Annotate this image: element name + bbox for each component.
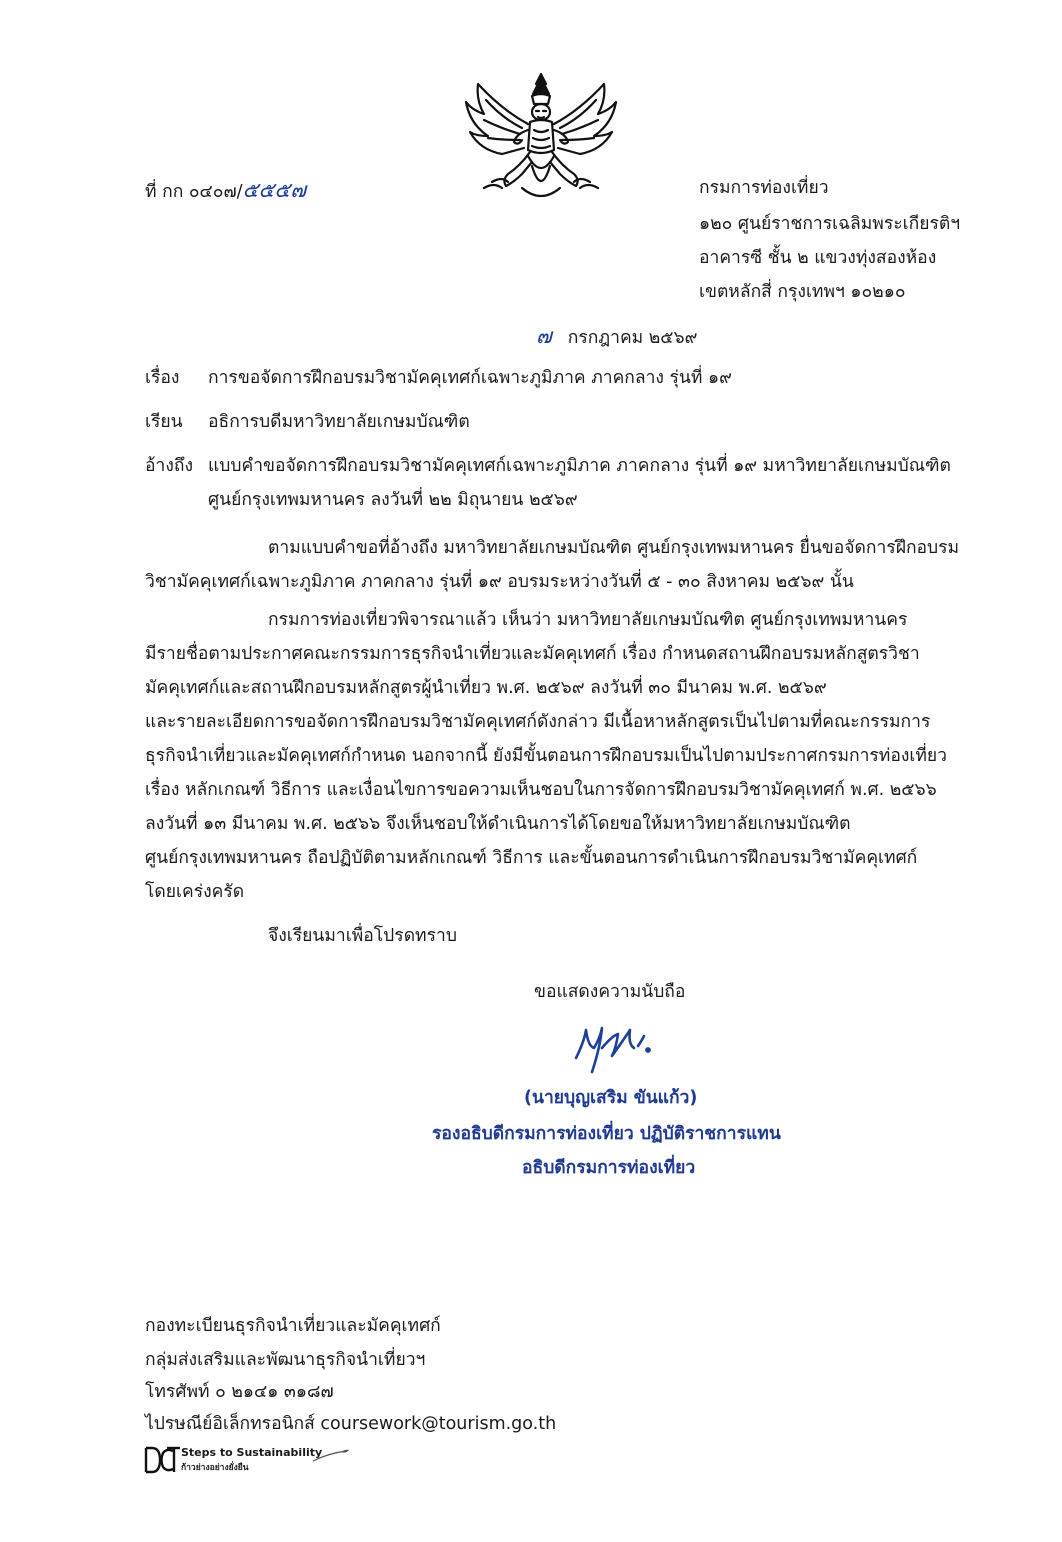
recipient-label: เรียน [145, 412, 183, 432]
address-line-2: ๑๒๐ ศูนย์ราชการเฉลิมพระเกียรติฯ [699, 214, 961, 234]
address-line-4: เขตหลักสี่ กรุงเทพฯ ๑๐๒๑๐ [699, 282, 906, 302]
ref-handwritten-number: ๕๕๕๗ [242, 178, 306, 202]
garuda-emblem-icon [462, 70, 620, 208]
logo-tagline-en: Steps to Sustainability [181, 1446, 323, 1459]
signatory-name: (นายบุญเสริม ขันแก้ว) [524, 1088, 698, 1108]
subject-text: การขอจัดการฝึกอบรมวิชามัคคุเทศก์เฉพาะภูมิภาค ภาคกลาง รุ่นที่ ๑๙ [208, 368, 732, 388]
document-ref [145, 180, 306, 202]
footer-phone: โทรศัพท์ ๐ ๒๑๔๑ ๓๑๘๗ [145, 1382, 334, 1402]
dot-logo-mark-icon [143, 1445, 181, 1475]
date-month-year: กรกฎาคม ๒๕๖๙ [567, 328, 698, 348]
reference-line-1: แบบคำขอจัดการฝึกอบรมวิชามัคคุเทศก์เฉพาะภูมิภาค ภาคกลาง รุ่นที่ ๑๙ มหาวิทยาลัยเกษมบัณฑิต [208, 456, 951, 476]
footer-email: ไปรษณีย์อิเล็กทรอนิกส์ coursework@tourism.go.th [145, 1414, 557, 1434]
para1-line: ตามแบบคำขอที่อ้างถึง มหาวิทยาลัยเกษมบัณฑิต ศูนย์กรุงเทพมหานคร ยื่นขอจัดการฝึกอบรม [268, 538, 960, 558]
para2-line: ศูนย์กรุงเทพมหานคร ถือปฏิบัติตามหลักเกณฑ์ วิธีการ และขั้นตอนการดำเนินการฝึกอบรมวิชามัคคุเทศก์ [145, 848, 918, 868]
closing-salutation: ขอแสดงความนับถือ [534, 982, 686, 1002]
reference-line-2: ศูนย์กรุงเทพมหานคร ลงวันที่ ๒๒ มิถุนายน ๒๕๖๙ [208, 490, 578, 510]
dot-logo [143, 1443, 363, 1479]
closing-line: จึงเรียนมาเพื่อโปรดทราบ [268, 926, 457, 946]
para2-line: มัคคุเทศก์และสถานฝึกอบรมหลักสูตรผู้นำเที่ยว พ.ศ. ๒๕๖๙ ลงวันที่ ๓๐ มีนาคม พ.ศ. ๒๕๖๙ [145, 678, 827, 698]
letter-date [536, 326, 697, 348]
para1-line: วิชามัคคุเทศก์เฉพาะภูมิภาค ภาคกลาง รุ่นที่ ๑๙ อบรมระหว่างวันที่ ๕ - ๓๐ สิงหาคม ๒๕๖๙ นั้น [145, 572, 854, 592]
para2-line: กรมการท่องเที่ยวพิจารณาแล้ว เห็นว่า มหาวิทยาลัยเกษมบัณฑิต ศูนย์กรุงเทพมหานคร [268, 610, 908, 630]
para2-line: มีรายชื่อตามประกาศคณะกรรมการธุรกิจนำเที่ยวและมัคคุเทศก์ เรื่อง กำหนดสถานฝึกอบรมหลักสูตรวิชา [145, 644, 920, 664]
logo-tagline-th: ก้าวย่างอย่างยั่งยืน [181, 1463, 249, 1473]
reference-label: อ้างถึง [145, 456, 194, 476]
ref-prefix: ที่ กก ๐๔๐๗/ [145, 182, 243, 202]
para2-line: ธุรกิจนำเที่ยวและมัคคุเทศก์กำหนด นอกจากนี้ ยังมีขั้นตอนการฝึกอบรมเป็นไปตามประกาศกรมการท่องเที่ยว [145, 746, 948, 766]
date-handwritten-day: ๗ [536, 324, 552, 348]
subject-label: เรื่อง [145, 368, 180, 388]
signatory-title-2: อธิบดีกรมการท่องเที่ยว [522, 1158, 696, 1178]
recipient-text: อธิการบดีมหาวิทยาลัยเกษมบัณฑิต [208, 412, 470, 432]
footer-group: กลุ่มส่งเสริมและพัฒนาธุรกิจนำเที่ยวฯ [145, 1350, 426, 1370]
para2-line: เรื่อง หลักเกณฑ์ วิธีการ และเงื่อนไขการขอความเห็นชอบในการจัดการฝึกอบรมวิชามัคคุเทศก์ พ.ศ. ๒๕๖๖ [145, 780, 937, 800]
leaf-icon [311, 1449, 351, 1465]
address-line-3: อาคารซี ชั้น ๒ แขวงทุ่งสองห้อง [699, 248, 937, 268]
para2-line: ลงวันที่ ๑๓ มีนาคม พ.ศ. ๒๕๖๖ จึงเห็นชอบให้ดำเนินการได้โดยขอให้มหาวิทยาลัยเกษมบัณฑิต [145, 814, 851, 834]
address-line-1: กรมการท่องเที่ยว [699, 178, 829, 198]
signatory-title-1: รองอธิบดีกรมการท่องเที่ยว ปฏิบัติราชการแทน [432, 1124, 781, 1144]
handwritten-signature [572, 1018, 662, 1076]
para2-line: โดยเคร่งครัด [145, 882, 245, 902]
para2-line: และรายละเอียดการขอจัดการฝึกอบรมวิชามัคคุเทศก์ดังกล่าว มีเนื้อหาหลักสูตรเป็นไปตามที่คณะกรรมการ [145, 712, 931, 732]
footer-division: กองทะเบียนธุรกิจนำเที่ยวและมัคคุเทศก์ [145, 1316, 441, 1336]
